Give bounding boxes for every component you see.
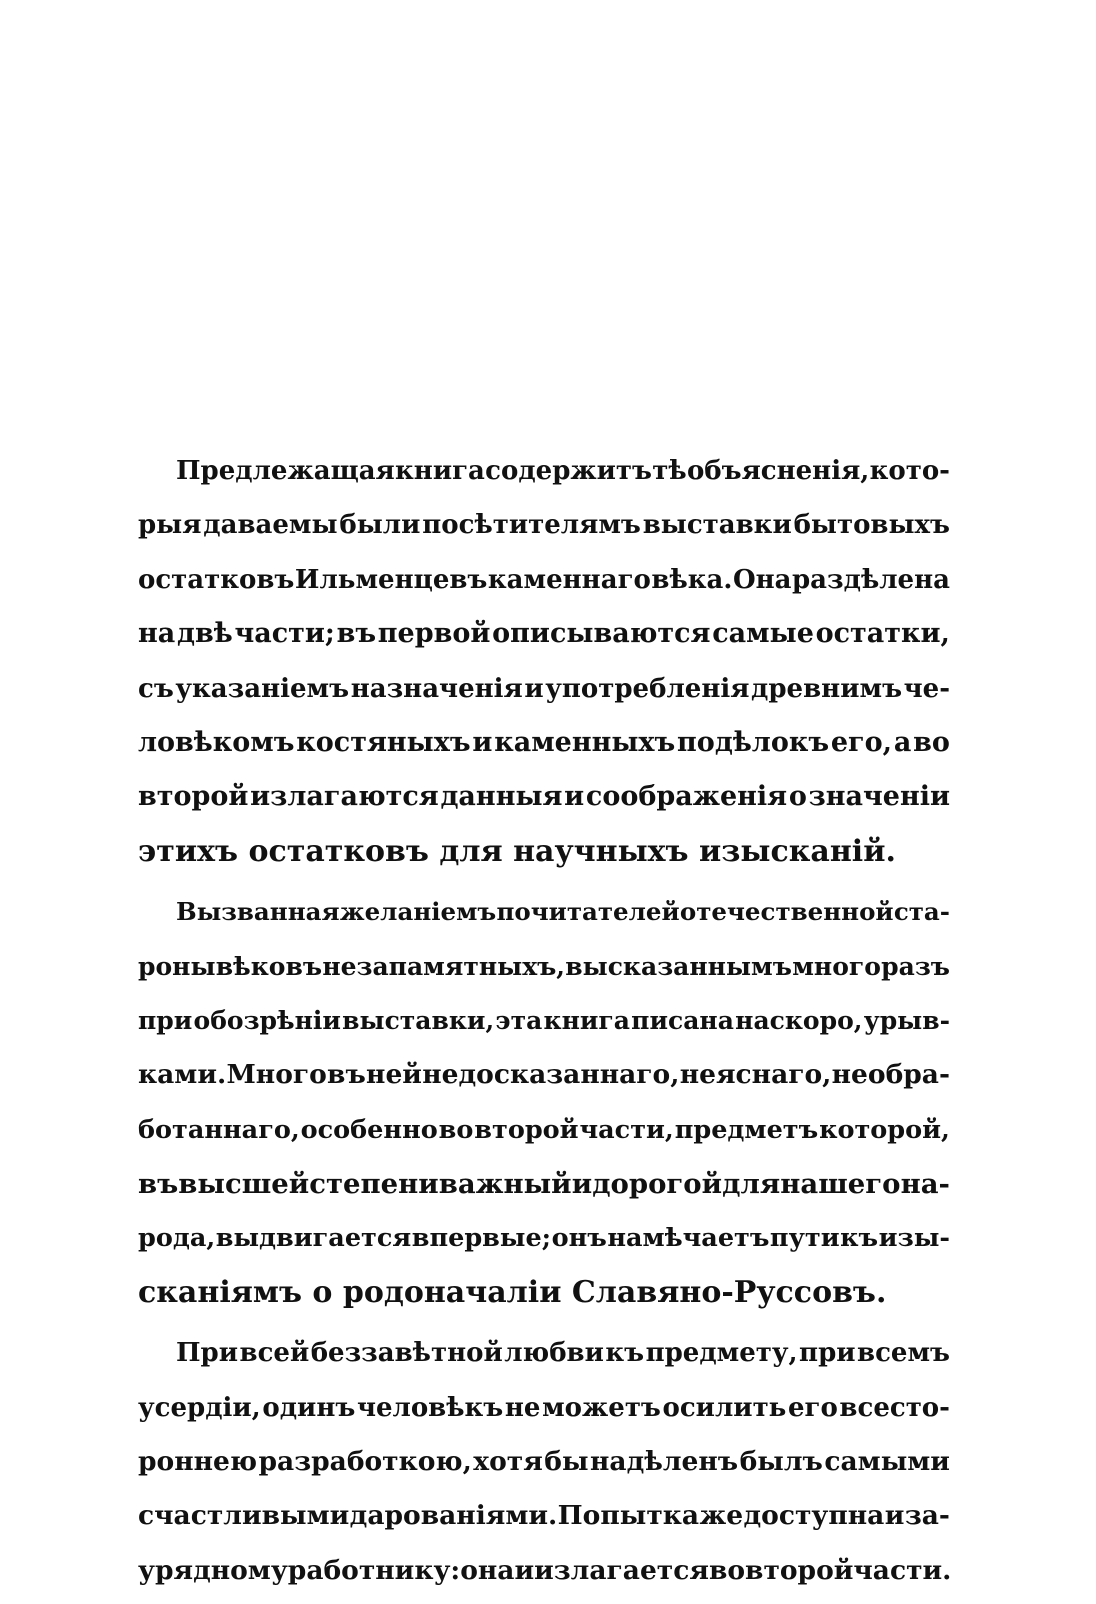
- word: незапамятныхъ,: [322, 951, 565, 981]
- word: указаніемъ: [175, 673, 350, 704]
- word: рыя: [138, 510, 202, 541]
- word: высшей: [178, 1168, 310, 1201]
- word: и: [884, 1500, 905, 1532]
- word: можетъ: [542, 1392, 661, 1423]
- text-line: [138, 1211, 950, 1265]
- word: беззавѣтной: [310, 1338, 503, 1369]
- word: остатковъ: [138, 564, 295, 595]
- paragraph-1: [138, 444, 950, 879]
- word: о: [788, 781, 807, 813]
- word: для: [722, 1168, 781, 1201]
- text-line: [138, 770, 950, 824]
- word: Предлежащая: [176, 456, 395, 486]
- word: выставки,: [342, 1005, 495, 1035]
- word: важный: [438, 1168, 572, 1201]
- word: даваемы: [203, 510, 338, 541]
- text-line: [138, 994, 950, 1048]
- word: во: [913, 726, 950, 758]
- word: роннею: [138, 1446, 258, 1478]
- paragraph-3: [138, 1326, 950, 1598]
- word: Ильменцевъ: [294, 564, 488, 595]
- word: ловѣкомъ: [138, 726, 295, 758]
- word: пути: [769, 1223, 840, 1254]
- word: въ: [336, 618, 377, 650]
- text-line: [138, 662, 950, 716]
- word: обозрѣніи: [193, 1005, 341, 1035]
- word: бы: [544, 1446, 589, 1478]
- word: древнимъ: [751, 673, 903, 704]
- word: которой,: [819, 1114, 950, 1145]
- word: и: [564, 781, 585, 813]
- word: разработкою,: [258, 1446, 472, 1478]
- word: каменнаго: [487, 564, 651, 595]
- word: книга: [395, 456, 485, 486]
- word: нашего: [780, 1168, 901, 1201]
- word: одинъ: [262, 1392, 356, 1423]
- word: недосказаннаго,: [422, 1059, 680, 1091]
- word: самыми: [824, 1446, 950, 1478]
- word: и: [514, 1554, 535, 1586]
- word: вѣка.: [651, 564, 733, 595]
- word: при: [799, 1338, 856, 1369]
- word: съ: [138, 673, 174, 704]
- word: тѣ: [652, 456, 687, 486]
- word: ками.: [138, 1059, 227, 1091]
- word: первой: [377, 618, 491, 650]
- text-line: [138, 1048, 950, 1102]
- word: предметъ: [674, 1114, 819, 1145]
- word: части,: [579, 1114, 674, 1145]
- word: книга: [543, 1005, 630, 1035]
- word: употребленія: [545, 673, 750, 704]
- text-line: [138, 498, 950, 552]
- word: хотя: [473, 1446, 543, 1478]
- word: назначенія: [350, 673, 523, 704]
- word: Попытка: [557, 1500, 700, 1532]
- word: много: [792, 951, 881, 981]
- preface-text: [138, 444, 950, 1604]
- word: счастливыми: [138, 1500, 350, 1532]
- word: изы-: [878, 1223, 950, 1254]
- word: и: [472, 726, 493, 758]
- word: части.: [853, 1554, 952, 1586]
- text-line: [138, 1326, 950, 1380]
- word: и: [524, 673, 544, 704]
- word: отечественной: [679, 897, 894, 927]
- word: двѣ: [176, 618, 233, 650]
- text-line: [138, 553, 950, 607]
- word: урыв-: [863, 1005, 950, 1035]
- word: почитателей: [496, 897, 680, 927]
- word: описываются: [492, 618, 711, 650]
- word: къ: [605, 1338, 645, 1369]
- word: бытовыхъ: [793, 510, 950, 541]
- word: же: [699, 1500, 744, 1532]
- word: вѣковъ: [215, 951, 323, 981]
- word: При: [176, 1338, 239, 1369]
- text-line: [138, 1381, 950, 1435]
- text-line: [138, 1435, 950, 1489]
- word: на: [138, 618, 176, 650]
- word: Много: [226, 1059, 327, 1091]
- word: кото-: [869, 456, 950, 486]
- word: во: [438, 1114, 474, 1145]
- word: ней: [366, 1059, 422, 1091]
- word: части;: [234, 618, 335, 650]
- word: его,: [830, 726, 893, 758]
- word: данныя: [440, 781, 563, 813]
- word: костяныхъ: [296, 726, 471, 758]
- word: за-: [904, 1500, 950, 1532]
- word: предмету,: [645, 1338, 798, 1369]
- text-line: сканіямъ о родоначаліи Славяно-Руссовъ.: [138, 1274, 887, 1310]
- word: Вызванная: [176, 897, 340, 927]
- word: урядному: [138, 1554, 288, 1586]
- text-line: этихъ остатковъ для научныхъ изысканій.: [138, 833, 896, 869]
- word: излагаются: [250, 781, 439, 813]
- word: онъ: [551, 1223, 607, 1254]
- word: выставки: [642, 510, 792, 541]
- word: человѣкъ: [356, 1392, 504, 1423]
- word: впервые;: [411, 1223, 552, 1254]
- word: необра-: [831, 1059, 950, 1091]
- text-line: [138, 940, 950, 994]
- word: неяснаго,: [679, 1059, 832, 1091]
- word: работнику:: [287, 1554, 461, 1586]
- word: второй: [474, 1114, 579, 1145]
- word: любви: [504, 1338, 604, 1369]
- word: степени: [309, 1168, 439, 1201]
- word: въ: [138, 1168, 179, 1201]
- text-line: [138, 1489, 950, 1543]
- word: писана: [631, 1005, 734, 1035]
- word: ботаннаго,: [138, 1114, 300, 1145]
- word: къ: [840, 1223, 879, 1254]
- word: особенно: [300, 1114, 438, 1145]
- text-line: [138, 1157, 950, 1211]
- text-line: [138, 716, 950, 770]
- word: дарованіями.: [349, 1500, 558, 1532]
- word: были: [339, 510, 421, 541]
- word: роны: [138, 951, 216, 981]
- word: усердіи,: [138, 1392, 261, 1423]
- text-line: [138, 607, 950, 661]
- word: всемъ: [857, 1338, 950, 1369]
- word: эта: [495, 1005, 543, 1035]
- word: остатки,: [815, 618, 950, 650]
- word: подѣлокъ: [677, 726, 830, 758]
- word: че-: [903, 673, 950, 704]
- text-line: [138, 885, 950, 939]
- paragraph-2: [138, 885, 950, 1320]
- word: Она: [732, 564, 792, 595]
- word: осилить: [662, 1392, 787, 1423]
- word: намѣчаетъ: [607, 1223, 770, 1254]
- word: значеніи: [808, 781, 950, 813]
- word: второй: [138, 781, 249, 813]
- text-line: [138, 1544, 950, 1598]
- word: посѣтителямъ: [422, 510, 641, 541]
- text-line: [138, 444, 950, 498]
- word: желаніемъ: [339, 897, 497, 927]
- word: высказаннымъ: [565, 951, 792, 981]
- word: во: [708, 1554, 746, 1586]
- word: а: [893, 726, 912, 758]
- word: раздѣлена: [792, 564, 950, 595]
- word: она: [460, 1554, 515, 1586]
- word: излагается: [534, 1554, 709, 1586]
- word: наскоро,: [735, 1005, 863, 1035]
- word: въ: [327, 1059, 366, 1091]
- text-line: [138, 1103, 950, 1157]
- word: и: [571, 1168, 593, 1201]
- word: всесто-: [839, 1392, 950, 1423]
- word: всей: [239, 1338, 310, 1369]
- word: разъ: [881, 951, 950, 981]
- word: не: [504, 1392, 541, 1423]
- word: при: [138, 1005, 193, 1035]
- word: былъ: [739, 1446, 823, 1478]
- word: доступна: [743, 1500, 885, 1532]
- word: надѣленъ: [590, 1446, 739, 1478]
- word: выдвигается: [215, 1223, 412, 1254]
- word: объясненія,: [686, 456, 870, 486]
- word: его: [787, 1392, 838, 1423]
- word: на-: [900, 1168, 950, 1201]
- word: второй: [745, 1554, 854, 1586]
- word: соображенія: [585, 781, 788, 813]
- word: самые: [712, 618, 814, 650]
- word: каменныхъ: [494, 726, 676, 758]
- word: рода,: [138, 1223, 216, 1254]
- word: дорогой: [592, 1168, 723, 1201]
- word: содержитъ: [485, 456, 652, 486]
- word: ста-: [893, 897, 950, 927]
